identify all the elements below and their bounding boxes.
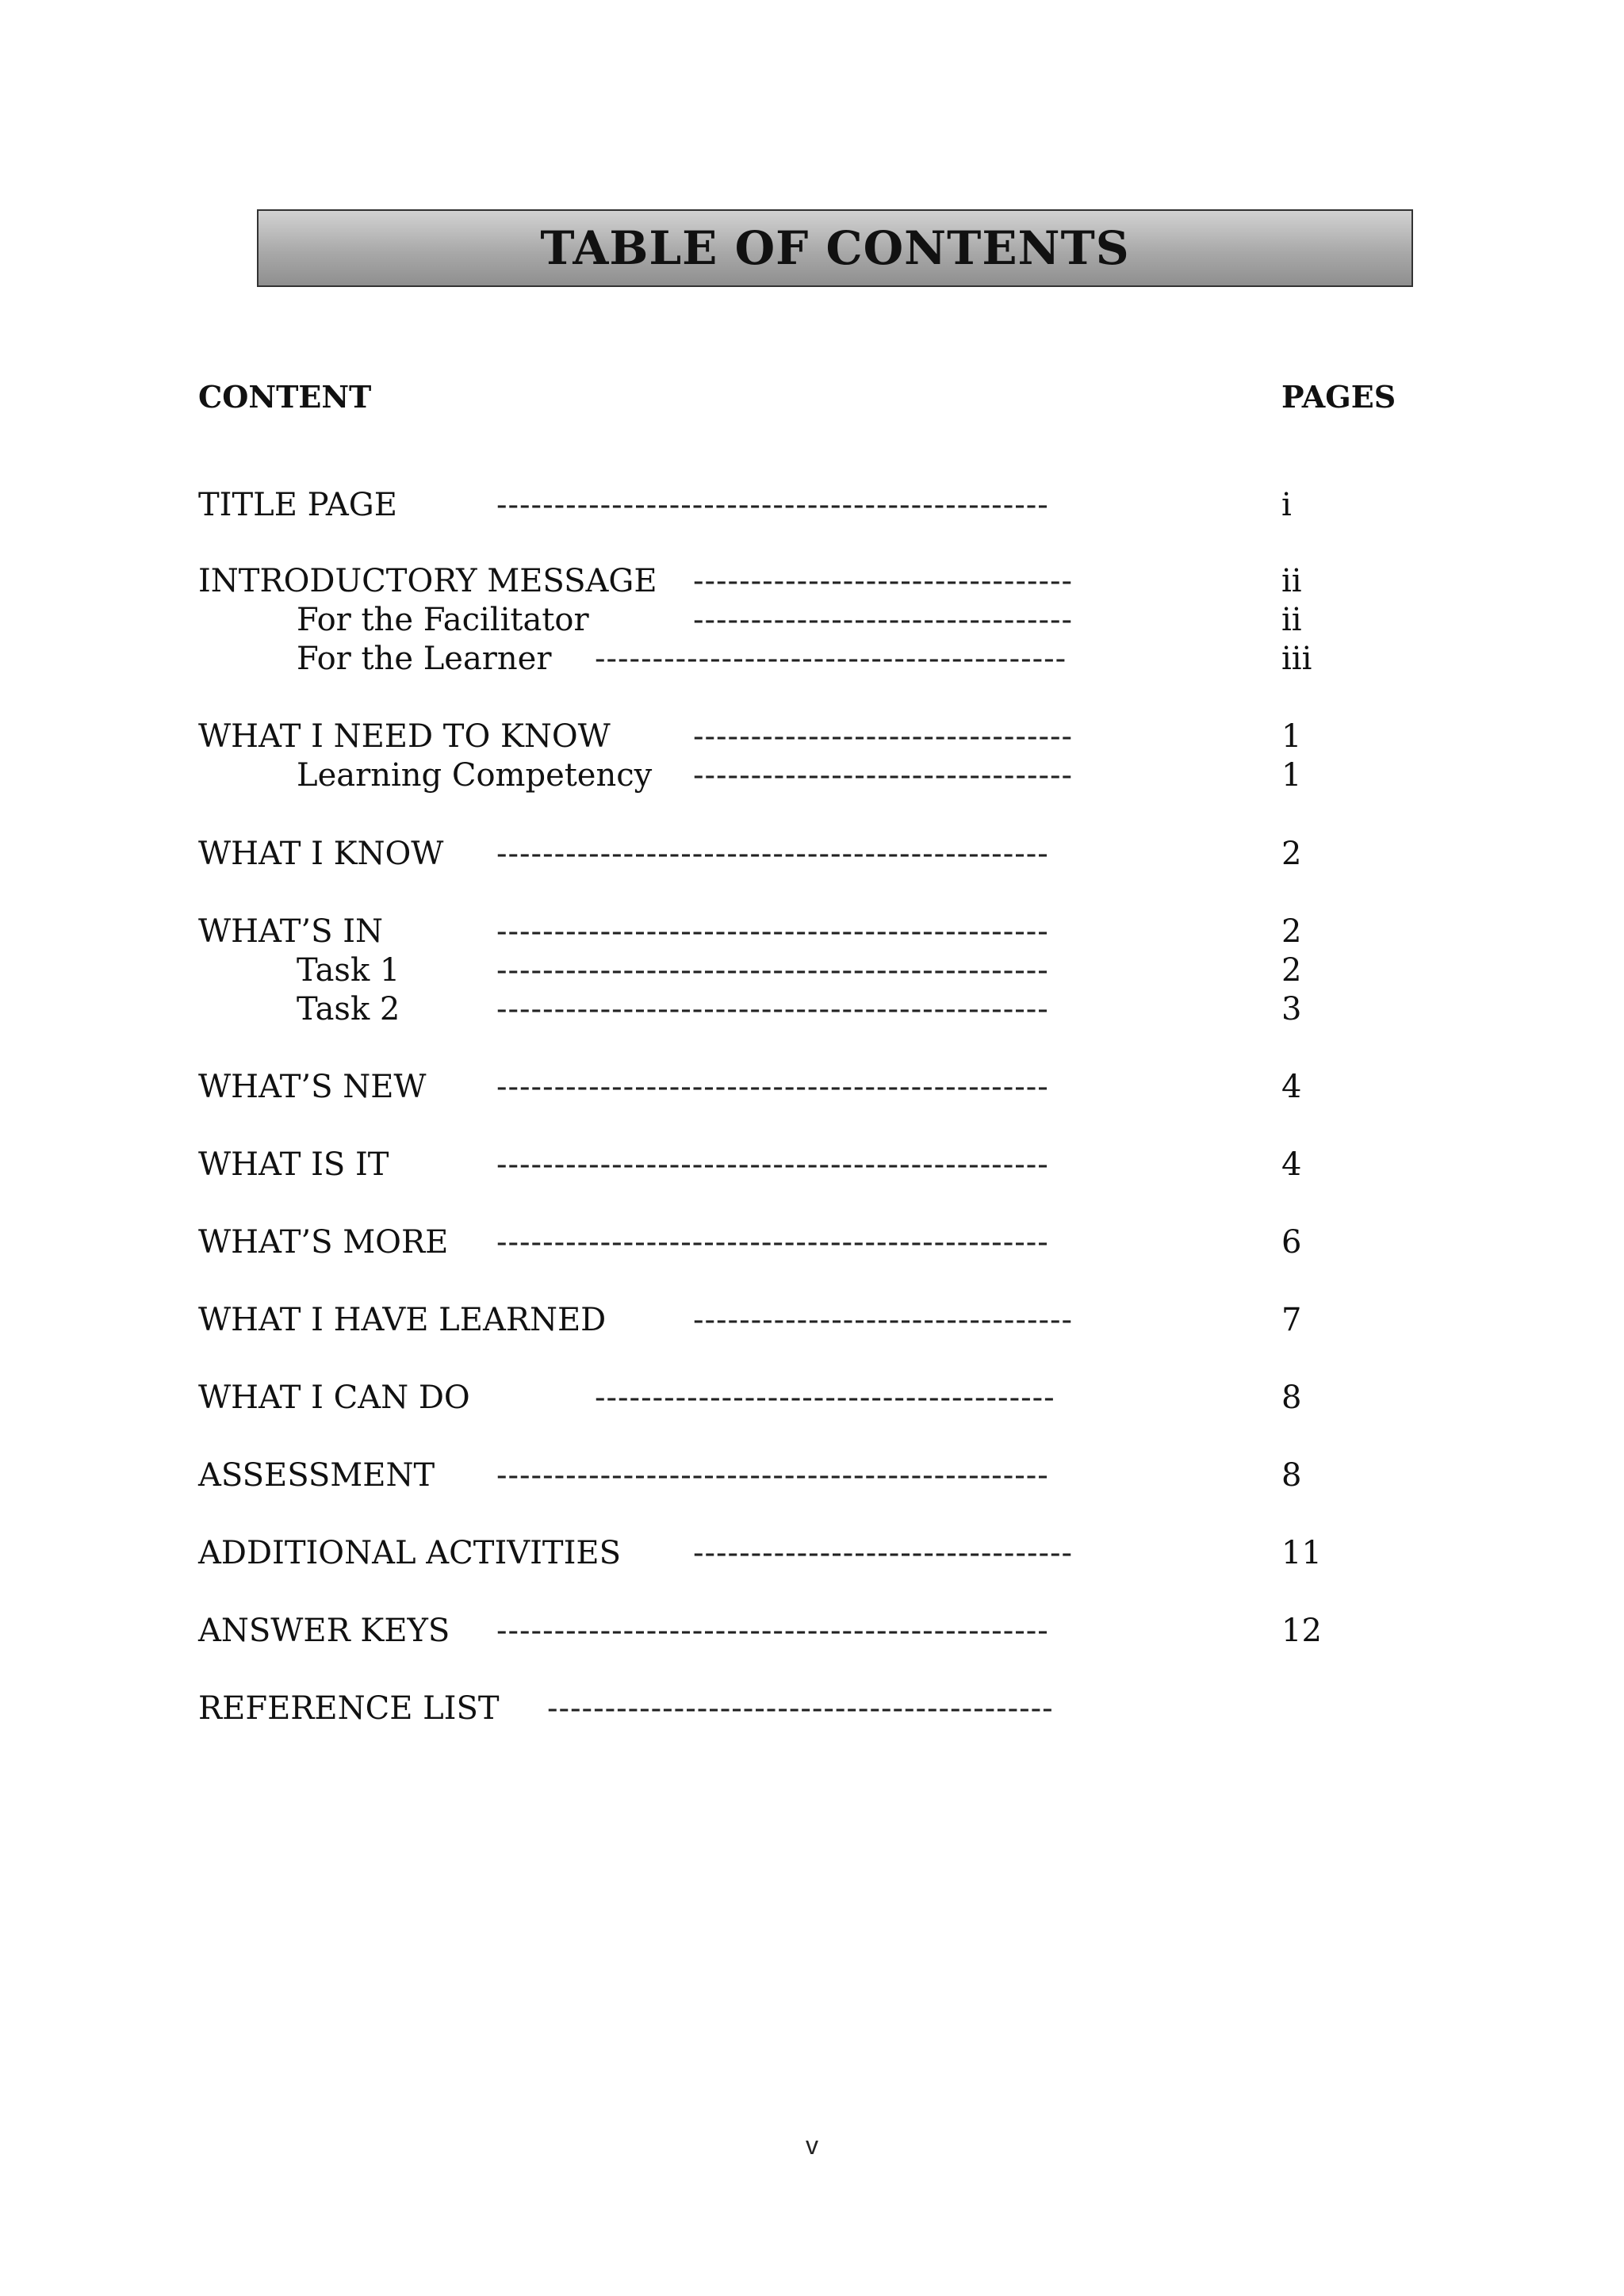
toc-entry-title-page[interactable] (0, 485, 1624, 525)
toc-entry-label: For the Learner (297, 641, 552, 677)
toc-entry-label: WHAT I CAN DO (198, 1380, 470, 1416)
toc-entry-page: 11 (1281, 1535, 1322, 1571)
toc-entry-label: ADDITIONAL ACTIVITIES (198, 1535, 622, 1571)
page-title: TABLE OF CONTENTS (540, 221, 1130, 275)
toc-entry-page: 12 (1281, 1613, 1322, 1649)
dot-leader: -------------------------------------------- (547, 1690, 1054, 1727)
toc-entry-what-is-it[interactable] (0, 1145, 1624, 1184)
toc-entry-label: WHAT’S NEW (198, 1069, 427, 1105)
dot-leader: ------------------------------------------------ (496, 836, 1049, 872)
toc-entry-label: ANSWER KEYS (198, 1613, 450, 1649)
dot-leader: --------------------------------- (693, 602, 1074, 638)
toc-entry-label: Learning Competency (297, 757, 653, 794)
toc-entry-label: WHAT I HAVE LEARNED (198, 1302, 607, 1338)
toc-entry-what-i-have-learned[interactable] (0, 1300, 1624, 1340)
dot-leader: --------------------------------- (693, 1302, 1074, 1338)
dot-leader: ----------------------------------------- (595, 641, 1067, 677)
dot-leader: ------------------------------------------------ (496, 1069, 1049, 1105)
toc-entry-reference-list[interactable] (0, 1689, 1624, 1728)
page-number: v (806, 2131, 818, 2160)
toc-entry-page: i (1281, 487, 1292, 523)
dot-leader: ---------------------------------------- (595, 1380, 1055, 1416)
toc-entry-page: 2 (1281, 913, 1302, 950)
toc-entry-page: 2 (1281, 952, 1302, 989)
toc-entry-label: ASSESSMENT (198, 1457, 435, 1494)
toc-entry-label: For the Facilitator (297, 602, 589, 638)
toc-entry-whats-more[interactable] (0, 1223, 1624, 1262)
toc-entry-page: 4 (1281, 1146, 1302, 1183)
toc-entry-assessment[interactable] (0, 1456, 1624, 1495)
dot-leader: ------------------------------------------------ (496, 952, 1049, 989)
toc-entry-task-1[interactable] (0, 951, 1624, 990)
toc-entry-for-the-facilitator[interactable] (0, 600, 1624, 640)
toc-entry-page: 4 (1281, 1069, 1302, 1105)
toc-entry-page: ii (1281, 563, 1302, 599)
dot-leader: ------------------------------------------------ (496, 1457, 1049, 1494)
toc-entry-page: ii (1281, 602, 1302, 638)
toc-entry-label: REFERENCE LIST (198, 1690, 500, 1727)
toc-entry-page: 1 (1281, 718, 1302, 755)
dot-leader: ------------------------------------------------ (496, 487, 1049, 523)
toc-entry-page: 8 (1281, 1380, 1302, 1416)
dot-leader: --------------------------------- (693, 1535, 1074, 1571)
toc-entry-what-i-can-do[interactable] (0, 1378, 1624, 1418)
toc-entry-introductory-message[interactable] (0, 561, 1624, 601)
toc-entry-task-2[interactable] (0, 989, 1624, 1029)
dot-leader: ------------------------------------------------ (496, 991, 1049, 1027)
toc-entry-whats-in[interactable] (0, 912, 1624, 951)
dot-leader: ------------------------------------------------ (496, 1224, 1049, 1261)
toc-entry-page: iii (1281, 641, 1312, 677)
toc-entry-label: WHAT I NEED TO KNOW (198, 718, 611, 755)
dot-leader: ------------------------------------------------ (496, 1146, 1049, 1183)
dot-leader: --------------------------------- (693, 757, 1074, 794)
toc-entry-label: WHAT’S IN (198, 913, 384, 950)
toc-entry-whats-new[interactable] (0, 1067, 1624, 1107)
toc-entry-label: WHAT’S MORE (198, 1224, 449, 1261)
dot-leader: --------------------------------- (693, 718, 1074, 755)
toc-entry-page: 8 (1281, 1457, 1302, 1494)
dot-leader: ------------------------------------------------ (496, 913, 1049, 950)
toc-entry-page: 2 (1281, 836, 1302, 872)
toc-entry-label: TITLE PAGE (198, 487, 397, 523)
toc-entry-label: WHAT I KNOW (198, 836, 444, 872)
toc-entry-additional-activities[interactable] (0, 1533, 1624, 1573)
pages-column-header: PAGES (1281, 379, 1396, 415)
toc-entry-page: 7 (1281, 1302, 1302, 1338)
toc-entry-label: WHAT IS IT (198, 1146, 389, 1183)
toc-entry-page: 6 (1281, 1224, 1302, 1261)
toc-entry-label: Task 1 (297, 952, 400, 989)
toc-entry-label: Task 2 (297, 991, 400, 1027)
dot-leader: ------------------------------------------------ (496, 1613, 1049, 1649)
toc-entry-answer-keys[interactable] (0, 1611, 1624, 1651)
toc-entry-for-the-learner[interactable] (0, 639, 1624, 679)
toc-entry-page: 3 (1281, 991, 1302, 1027)
content-column-header: CONTENT (198, 379, 372, 415)
toc-entry-label: INTRODUCTORY MESSAGE (198, 563, 657, 599)
toc-entry-learning-competency[interactable] (0, 756, 1624, 795)
toc-entry-page: 1 (1281, 757, 1302, 794)
toc-entry-what-i-know[interactable] (0, 834, 1624, 874)
toc-entry-what-i-need-to-know[interactable] (0, 717, 1624, 756)
dot-leader: --------------------------------- (693, 563, 1074, 599)
